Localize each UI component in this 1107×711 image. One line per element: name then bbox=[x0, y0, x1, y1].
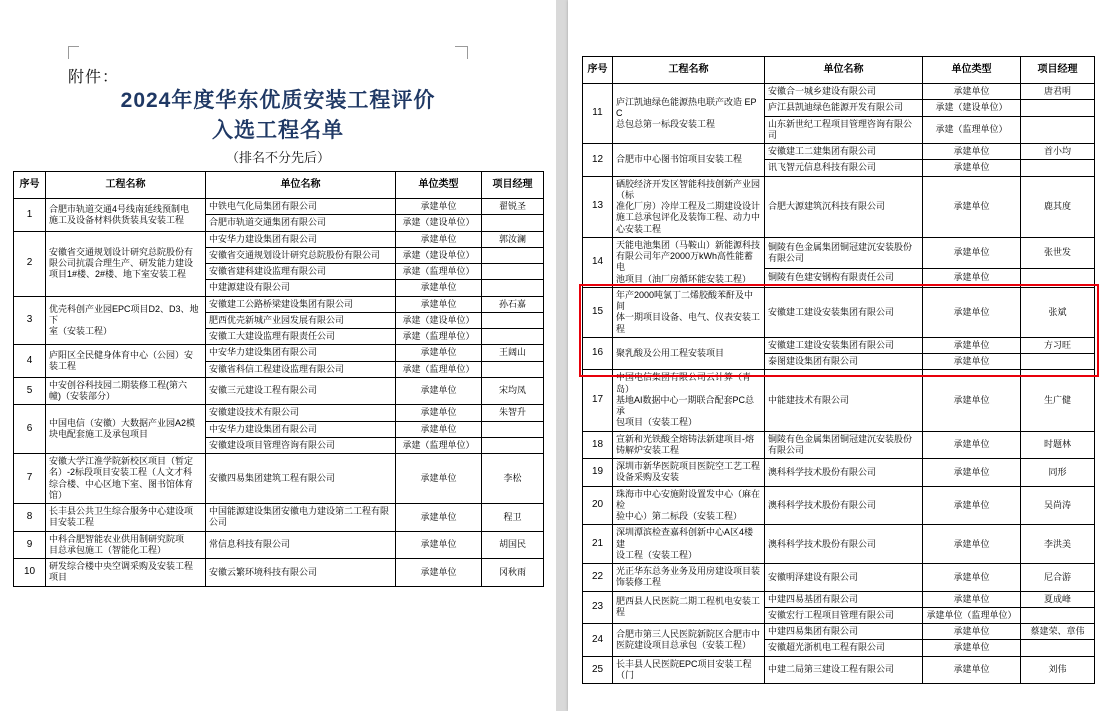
header-index: 序号 bbox=[583, 57, 613, 84]
cell-project-name: 深圳潭滨检查嘉科创新中心A区4楼建 设工程（安装工程） bbox=[613, 525, 765, 564]
cell-project-manager: 冈秋雨 bbox=[482, 559, 544, 587]
table-row bbox=[583, 176, 1095, 237]
cell-unit-name: 澳科科学技术股份有限公司 bbox=[765, 459, 923, 487]
cell-project-manager: 李洪美 bbox=[1021, 525, 1095, 564]
header-project-manager: 项目经理 bbox=[1021, 57, 1095, 84]
cell-unit-name: 安徽合一城乡建设有限公司 bbox=[765, 84, 923, 100]
cell-unit-type: 承建单位 bbox=[396, 421, 482, 437]
cell-project-manager: 首小均 bbox=[1021, 144, 1095, 160]
cell-index: 19 bbox=[583, 459, 613, 487]
cell-project-name: 庐江凯迪绿色能源热电联产改造 EPC 总包总第一标段安装工程 bbox=[613, 84, 765, 144]
cell-project-name: 庐阳区全民健身体育中心（公园）安 装工程 bbox=[46, 345, 206, 378]
table-row bbox=[583, 459, 1095, 487]
cell-unit-type: 承建单位 bbox=[923, 84, 1021, 100]
cell-project-name: 硒胶经济开发区智能科技创新产业园（标 准化厂房）冷岸工程及二期建设设计 施工总承包评化及装饰工程、动力中 心安装工程 bbox=[613, 176, 765, 237]
cell-project-name: 中国电信（安徽）大数据产业园A2模 块电配套施工及承包项目 bbox=[46, 405, 206, 454]
cell-unit-type: 承建单位 bbox=[396, 377, 482, 405]
cell-project-name: 优壳科创产业园EPC项目D2、D3、地下 室（安装工程） bbox=[46, 296, 206, 345]
cell-unit-type: 承建（建设单位） bbox=[396, 312, 482, 328]
table-row bbox=[583, 486, 1095, 525]
cell-project-name: 天能电池集团（马鞍山）新能源科技 有限公司年产2000万kWh高性能蓄电 池项目（油厂房循环能安装工程） bbox=[613, 237, 765, 287]
header-index: 序号 bbox=[14, 172, 46, 199]
table-header-row bbox=[14, 172, 544, 199]
cell-unit-name: 肥西优壳新城产业园发展有限公司 bbox=[206, 312, 396, 328]
cell-project-manager bbox=[482, 361, 544, 377]
header-unit-name: 单位名称 bbox=[206, 172, 396, 199]
cell-unit-name: 中安华力建设集团有限公司 bbox=[206, 345, 396, 361]
cell-project-manager bbox=[1021, 640, 1095, 656]
cell-project-name: 安徽省交通规划设计研究总院股份有 限公司抗震合理生产、研发能力建设 项目1#楼、2#楼、地下室安装工程 bbox=[46, 231, 206, 296]
cell-project-manager bbox=[1021, 160, 1095, 176]
cell-unit-type: 承建单位 bbox=[923, 337, 1021, 353]
cell-project-manager: 郭汝澜 bbox=[482, 231, 544, 247]
cell-project-name: 深圳市新华医院项目医院空工艺工程 设备采购及安装 bbox=[613, 459, 765, 487]
cell-project-manager bbox=[1021, 116, 1095, 144]
cell-index: 23 bbox=[583, 591, 613, 624]
cell-unit-name: 中铁电气化局集团有限公司 bbox=[206, 199, 396, 215]
cell-unit-name: 安徽省科信工程建设监理有限公司 bbox=[206, 361, 396, 377]
cell-unit-type: 承建单位 bbox=[923, 624, 1021, 640]
left-table-container bbox=[13, 171, 543, 587]
cell-project-manager bbox=[482, 421, 544, 437]
header-unit-name: 单位名称 bbox=[765, 57, 923, 84]
page-title bbox=[0, 86, 556, 146]
cell-unit-name: 安徽省建科建设监理有限公司 bbox=[206, 264, 396, 280]
table-row bbox=[14, 231, 544, 247]
cell-index: 1 bbox=[14, 199, 46, 232]
cell-index: 9 bbox=[14, 531, 46, 559]
cell-project-name: 中安创谷科技园二期装修工程(第六 幢)（安装部分） bbox=[46, 377, 206, 405]
cell-unit-type: 承建单位 bbox=[923, 176, 1021, 237]
cell-project-manager bbox=[1021, 269, 1095, 288]
title-line-1: 2024年度华东优质安装工程评价 bbox=[120, 89, 436, 112]
cell-unit-type: 承建单位 bbox=[396, 280, 482, 296]
cell-unit-type: 承建单位 bbox=[923, 459, 1021, 487]
table-row bbox=[583, 624, 1095, 640]
cell-unit-name: 中建四易基团有限公司 bbox=[765, 591, 923, 607]
cell-unit-name: 泰图建设集团有限公司 bbox=[765, 354, 923, 370]
cell-unit-type: 承建单位 bbox=[923, 656, 1021, 684]
cell-unit-type: 承建单位 bbox=[923, 370, 1021, 431]
table-row bbox=[583, 84, 1095, 100]
cell-index: 20 bbox=[583, 486, 613, 525]
table-row bbox=[14, 504, 544, 532]
cell-unit-type: 承建单位 bbox=[923, 431, 1021, 459]
cell-project-manager bbox=[1021, 100, 1095, 116]
table-row bbox=[583, 337, 1095, 353]
cell-project-manager: 胡国民 bbox=[482, 531, 544, 559]
cell-project-manager: 吴尚涛 bbox=[1021, 486, 1095, 525]
cell-project-manager bbox=[482, 437, 544, 453]
crop-mark-top-right bbox=[455, 46, 468, 59]
cell-project-manager bbox=[482, 215, 544, 231]
cell-unit-type: 承建单位 bbox=[923, 354, 1021, 370]
cell-unit-name: 安徽省交通规划设计研究总院股份有限公司 bbox=[206, 247, 396, 263]
cell-unit-type: 承建单位 bbox=[923, 269, 1021, 288]
cell-project-name: 合肥市第三人民医院新院区合肥市中 医院建设项目总承包（安装工程） bbox=[613, 624, 765, 657]
cell-project-manager: 鹿其度 bbox=[1021, 176, 1095, 237]
cell-project-name: 宣新和光铁酸全熔铸法新建项目-熔 铸解炉安装工程 bbox=[613, 431, 765, 459]
cell-unit-name: 中建四易集团有限公司 bbox=[765, 624, 923, 640]
cell-project-manager: 王阔山 bbox=[482, 345, 544, 361]
cell-unit-type: 承建单位 bbox=[396, 345, 482, 361]
cell-project-manager: 程卫 bbox=[482, 504, 544, 532]
projects-table-left bbox=[13, 171, 544, 587]
cell-project-name: 研发综合楼中央空调采购及安装工程 项目 bbox=[46, 559, 206, 587]
cell-unit-name: 中国能源建设集团安徽电力建设第二工程有限公司 bbox=[206, 504, 396, 532]
header-unit-type: 单位类型 bbox=[923, 57, 1021, 84]
cell-unit-type: 承建单位 bbox=[396, 405, 482, 421]
cell-unit-name: 铜陵有色金属集团铜冠建沉安装股份有限公司 bbox=[765, 237, 923, 268]
cell-unit-type: 承建（建设单位） bbox=[923, 100, 1021, 116]
cell-project-manager bbox=[482, 264, 544, 280]
cell-unit-name: 中能建技术有限公司 bbox=[765, 370, 923, 431]
cell-index: 25 bbox=[583, 656, 613, 684]
table-row bbox=[583, 564, 1095, 592]
cell-unit-name: 中建二局第三建设工程有限公司 bbox=[765, 656, 923, 684]
cell-index: 22 bbox=[583, 564, 613, 592]
cell-unit-name: 安徽云繁环境科技有限公司 bbox=[206, 559, 396, 587]
cell-index: 15 bbox=[583, 287, 613, 337]
cell-unit-type: 承建单位 bbox=[923, 640, 1021, 656]
table-row bbox=[583, 525, 1095, 564]
cell-project-manager: 生广健 bbox=[1021, 370, 1095, 431]
cell-unit-type: 承建单位 bbox=[396, 559, 482, 587]
cell-index: 21 bbox=[583, 525, 613, 564]
cell-unit-name: 常信息科技有限公司 bbox=[206, 531, 396, 559]
cell-unit-type: 承建单位 bbox=[396, 504, 482, 532]
cell-unit-type: 承建（监理单位） bbox=[396, 264, 482, 280]
page-right bbox=[568, 0, 1107, 711]
table-row bbox=[14, 531, 544, 559]
right-table-container bbox=[582, 56, 1094, 684]
cell-unit-name: 中建源建设有限公司 bbox=[206, 280, 396, 296]
cell-unit-name: 山东新世纪工程项目管理咨询有限公司 bbox=[765, 116, 923, 144]
table-row bbox=[583, 237, 1095, 268]
cell-project-manager bbox=[1021, 607, 1095, 623]
cell-project-manager: 同形 bbox=[1021, 459, 1095, 487]
cell-index: 13 bbox=[583, 176, 613, 237]
cell-project-manager: 李松 bbox=[482, 454, 544, 504]
table-row bbox=[583, 144, 1095, 160]
cell-unit-name: 安徽宏行工程项目管理有限公司 bbox=[765, 607, 923, 623]
title-line-2: 入选工程名单 bbox=[212, 119, 344, 142]
cell-index: 10 bbox=[14, 559, 46, 587]
attachment-label: 附件： bbox=[68, 69, 120, 86]
table-row bbox=[14, 377, 544, 405]
cell-unit-name: 安徽建工公路桥梁建设集团有限公司 bbox=[206, 296, 396, 312]
table-row bbox=[583, 591, 1095, 607]
cell-project-name: 珠海市中心安施附设置发中心（麻在检 验中心）第二标段（安装工程） bbox=[613, 486, 765, 525]
cell-unit-name: 安徽四易集团建筑工程有限公司 bbox=[206, 454, 396, 504]
cell-unit-name: 澳科科学技术股份有限公司 bbox=[765, 525, 923, 564]
cell-unit-type: 承建（监理单位） bbox=[396, 329, 482, 345]
cell-unit-name: 合肥大源建筑沉科技有限公司 bbox=[765, 176, 923, 237]
cell-unit-type: 承建（建设单位） bbox=[396, 215, 482, 231]
cell-unit-type: 承建单位 bbox=[923, 144, 1021, 160]
cell-project-manager: 尼合游 bbox=[1021, 564, 1095, 592]
cell-unit-type: 承建单位 bbox=[396, 454, 482, 504]
cell-project-manager: 翟锐圣 bbox=[482, 199, 544, 215]
cell-index: 8 bbox=[14, 504, 46, 532]
cell-unit-name: 安徽建设技术有限公司 bbox=[206, 405, 396, 421]
cell-project-manager bbox=[482, 280, 544, 296]
cell-project-manager: 时题林 bbox=[1021, 431, 1095, 459]
cell-unit-type: 承建单位（监理单位） bbox=[923, 607, 1021, 623]
table-row bbox=[14, 454, 544, 504]
cell-index: 18 bbox=[583, 431, 613, 459]
cell-unit-type: 承建单位 bbox=[923, 160, 1021, 176]
cell-unit-type: 承建单位 bbox=[923, 525, 1021, 564]
cell-index: 16 bbox=[583, 337, 613, 370]
header-unit-type: 单位类型 bbox=[396, 172, 482, 199]
cell-project-name: 年产2000吨氯丁二烯胶酸苯酐及中间 体一期项目设备、电气、仪表安装工 程 bbox=[613, 287, 765, 337]
cell-index: 24 bbox=[583, 624, 613, 657]
cell-project-name: 长丰县人民医院EPC项目安装工程（门 bbox=[613, 656, 765, 684]
cell-unit-name: 安徽明泽建设有限公司 bbox=[765, 564, 923, 592]
cell-unit-type: 承建单位 bbox=[923, 486, 1021, 525]
cell-project-manager bbox=[482, 329, 544, 345]
cell-unit-name: 安徽超光浙机电工程有限公司 bbox=[765, 640, 923, 656]
cell-index: 11 bbox=[583, 84, 613, 144]
cell-unit-name: 澳科科学技术股份有限公司 bbox=[765, 486, 923, 525]
page-gutter bbox=[556, 0, 568, 711]
table-row bbox=[14, 405, 544, 421]
cell-unit-type: 承建（监理单位） bbox=[396, 361, 482, 377]
cell-index: 4 bbox=[14, 345, 46, 378]
cell-unit-name: 安徽三元建设工程有限公司 bbox=[206, 377, 396, 405]
table-row bbox=[14, 559, 544, 587]
cell-project-name: 合肥市轨道交通4号线南延线预制电 施工及设备材料供货装具安装工程 bbox=[46, 199, 206, 232]
table-row bbox=[583, 287, 1095, 337]
cell-unit-name: 安徽建设项目管理咨询有限公司 bbox=[206, 437, 396, 453]
cell-index: 7 bbox=[14, 454, 46, 504]
cell-index: 12 bbox=[583, 144, 613, 177]
cell-unit-type: 承建单位 bbox=[923, 287, 1021, 337]
cell-project-name: 安徽大学江淮学院新校区项目（暂定 名）-2标段项目安装工程（人文才科 综合楼、中心区地下室、图书馆体育 馆） bbox=[46, 454, 206, 504]
cell-unit-name: 合肥市轨道交通集团有限公司 bbox=[206, 215, 396, 231]
cell-unit-type: 承建单位 bbox=[396, 296, 482, 312]
cell-unit-name: 安徽工大建设监理有限责任公司 bbox=[206, 329, 396, 345]
cell-project-name: 聚乳酸及公用工程安装项目 bbox=[613, 337, 765, 370]
cell-index: 2 bbox=[14, 231, 46, 296]
cell-unit-type: 承建单位 bbox=[923, 237, 1021, 268]
cell-project-manager: 张斌 bbox=[1021, 287, 1095, 337]
cell-unit-type: 承建（监理单位） bbox=[396, 437, 482, 453]
cell-project-name: 长丰县公共卫生综合服务中心建设项 目安装工程 bbox=[46, 504, 206, 532]
cell-index: 5 bbox=[14, 377, 46, 405]
header-project-name: 工程名称 bbox=[46, 172, 206, 199]
cell-project-manager: 宋均凤 bbox=[482, 377, 544, 405]
crop-mark-top-left bbox=[68, 46, 79, 59]
table-row bbox=[14, 345, 544, 361]
table-row bbox=[583, 431, 1095, 459]
cell-unit-name: 中安华力建设集团有限公司 bbox=[206, 231, 396, 247]
cell-project-manager: 方习旺 bbox=[1021, 337, 1095, 353]
table-header-row bbox=[583, 57, 1095, 84]
cell-unit-type: 承建单位 bbox=[923, 564, 1021, 592]
cell-index: 17 bbox=[583, 370, 613, 431]
cell-project-name: 肥西县人民医院二期工程机电安装工 程 bbox=[613, 591, 765, 624]
cell-project-name: 中科合肥智能农业供用制研究院项 目总承包施工（智能化工程） bbox=[46, 531, 206, 559]
cell-project-manager: 张世发 bbox=[1021, 237, 1095, 268]
cell-project-name: 中国电信集团有限公司云计算（青岛） 基地AI数据中心一期联合配套PC总承 包项目（安装工程） bbox=[613, 370, 765, 431]
cell-project-manager: 朱智升 bbox=[482, 405, 544, 421]
table-row bbox=[583, 656, 1095, 684]
cell-project-manager bbox=[1021, 354, 1095, 370]
cell-project-manager: 刘伟 bbox=[1021, 656, 1095, 684]
cell-unit-type: 承建单位 bbox=[396, 231, 482, 247]
table-row bbox=[14, 199, 544, 215]
cell-unit-name: 铜陵有色建安钢构有限责任公司 bbox=[765, 269, 923, 288]
cell-unit-name: 安徽建工建设安装集团有限公司 bbox=[765, 337, 923, 353]
cell-unit-name: 庐江县凯迪绿色能源开发有限公司 bbox=[765, 100, 923, 116]
cell-index: 6 bbox=[14, 405, 46, 454]
cell-project-manager: 孙石嘉 bbox=[482, 296, 544, 312]
cell-project-manager: 唐君明 bbox=[1021, 84, 1095, 100]
cell-unit-type: 承建（监理单位） bbox=[923, 116, 1021, 144]
cell-project-name: 合肥市中心图书馆项目安装工程 bbox=[613, 144, 765, 177]
cell-unit-name: 中安华力建设集团有限公司 bbox=[206, 421, 396, 437]
cell-project-manager: 蔡建荣、章伟 bbox=[1021, 624, 1095, 640]
cell-project-manager bbox=[482, 312, 544, 328]
cell-unit-type: 承建（建设单位） bbox=[396, 247, 482, 263]
cell-unit-type: 承建单位 bbox=[396, 199, 482, 215]
cell-index: 14 bbox=[583, 237, 613, 287]
cell-unit-name: 安徽建工二建集团有限公司 bbox=[765, 144, 923, 160]
cell-index: 3 bbox=[14, 296, 46, 345]
header-project-name: 工程名称 bbox=[613, 57, 765, 84]
cell-unit-type: 承建单位 bbox=[396, 531, 482, 559]
cell-unit-name: 铜陵有色金属集团铜冠建沉安装股份有限公司 bbox=[765, 431, 923, 459]
table-row bbox=[14, 296, 544, 312]
cell-project-name: 光正华东总务业务及用房建设项目装 饰装修工程 bbox=[613, 564, 765, 592]
cell-project-manager: 夏成峰 bbox=[1021, 591, 1095, 607]
header-project-manager: 项目经理 bbox=[482, 172, 544, 199]
table-row bbox=[583, 370, 1095, 431]
cell-project-manager bbox=[482, 247, 544, 263]
page-subtitle: （排名不分先后） bbox=[225, 150, 330, 165]
cell-unit-type: 承建单位 bbox=[923, 591, 1021, 607]
cell-unit-name: 安徽建工建设安装集团有限公司 bbox=[765, 287, 923, 337]
projects-table-right bbox=[582, 56, 1095, 684]
cell-unit-name: 讯飞智元信息科技有限公司 bbox=[765, 160, 923, 176]
